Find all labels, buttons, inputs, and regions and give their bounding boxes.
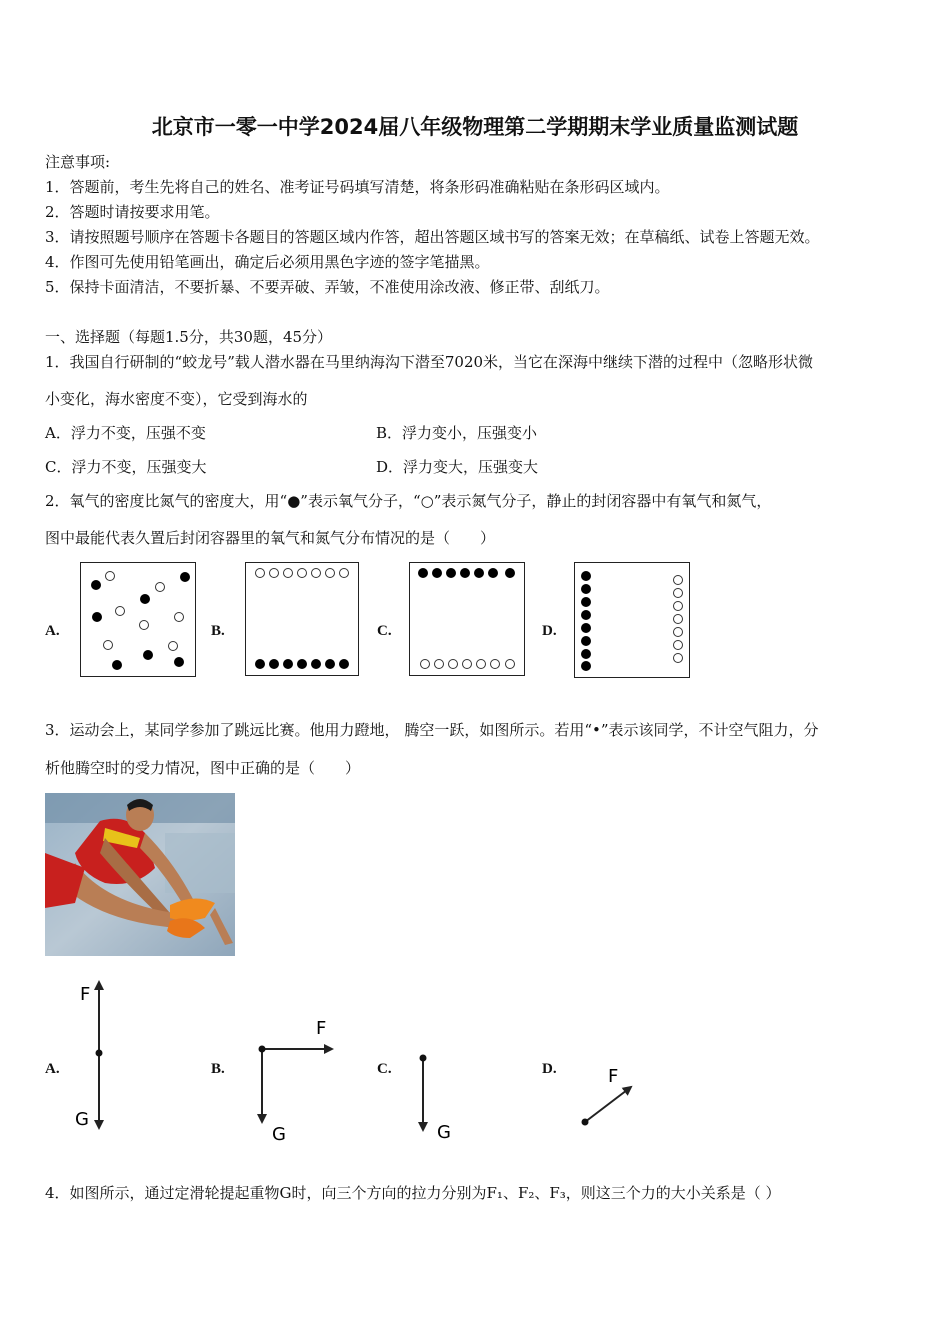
nitrogen-molecule: [325, 568, 335, 578]
q2-container-a: [80, 562, 196, 677]
nitrogen-molecule: [462, 659, 472, 669]
nitrogen-molecule: [139, 620, 149, 630]
q2-option-a-label: A.: [45, 623, 60, 639]
nitrogen-molecule: [420, 659, 430, 669]
oxygen-molecule: [311, 659, 321, 669]
oxygen-molecule: [418, 568, 428, 578]
q3-option-a-label: A.: [45, 1061, 60, 1077]
question-1-option-b: B．浮力变小，压强变小: [376, 424, 538, 442]
notice-item: 3．请按照题号顺序在答题卡各题目的答题区域内作答，超出答题区域书写的答案无效；在草稿纸、试卷上答题无效。: [45, 228, 820, 246]
oxygen-molecule: [255, 659, 265, 669]
body-point: [96, 1050, 103, 1057]
q3-option-b-label: B.: [211, 1061, 225, 1077]
oxygen-molecule: [339, 659, 349, 669]
nitrogen-molecule: [297, 568, 307, 578]
oxygen-molecule: [297, 659, 307, 669]
nitrogen-molecule: [505, 659, 515, 669]
force-diagram-b: [259, 1018, 333, 1145]
nitrogen-molecule: [155, 582, 165, 592]
nitrogen-molecule: [673, 588, 683, 598]
oxygen-molecule: [581, 623, 591, 633]
nitrogen-molecule: [673, 614, 683, 624]
force-label-g: G: [272, 1124, 286, 1145]
question-1-stem-cont: 小变化，海水密度不变），它受到海水的: [45, 390, 308, 408]
oxygen-molecule: [474, 568, 484, 578]
notice-item: 2．答题时请按要求用笔。: [45, 203, 220, 221]
nitrogen-molecule: [269, 568, 279, 578]
oxygen-molecule: [581, 584, 591, 594]
force-arrow-f: [585, 1087, 631, 1122]
nitrogen-molecule: [434, 659, 444, 669]
force-diagram-d: [582, 1066, 632, 1126]
oxygen-molecule: [180, 572, 190, 582]
force-diagram-c: [420, 1055, 451, 1144]
oxygen-molecule: [140, 594, 150, 604]
q2-option-b-label: B.: [211, 623, 225, 639]
body-point: [582, 1119, 589, 1126]
q3-force-diagrams: [0, 970, 700, 1150]
oxygen-molecule: [269, 659, 279, 669]
nitrogen-molecule: [103, 640, 113, 650]
oxygen-molecule: [174, 657, 184, 667]
force-label-f: F: [316, 1018, 327, 1039]
nitrogen-molecule: [673, 575, 683, 585]
question-1-option-c: C．浮力不变，压强变大: [45, 458, 207, 476]
q2-option-d-label: D.: [542, 623, 557, 639]
notice-item: 4．作图可先使用铅笔画出，确定后必须用黑色字迹的签字笔描黑。: [45, 253, 490, 271]
question-1-option-d: D．浮力变大，压强变大: [376, 458, 539, 476]
nitrogen-molecule: [490, 659, 500, 669]
oxygen-molecule: [283, 659, 293, 669]
oxygen-molecule: [581, 571, 591, 581]
oxygen-molecule: [325, 659, 335, 669]
force-label-f: F: [80, 984, 91, 1005]
section-heading: 一、选择题（每题1.5分，共30题，45分）: [45, 328, 333, 346]
oxygen-molecule: [581, 610, 591, 620]
nitrogen-molecule: [105, 571, 115, 581]
nitrogen-molecule: [115, 606, 125, 616]
long-jump-athlete-photo: [45, 793, 235, 956]
nitrogen-molecule: [283, 568, 293, 578]
oxygen-molecule: [446, 568, 456, 578]
oxygen-molecule: [460, 568, 470, 578]
oxygen-molecule: [581, 649, 591, 659]
nitrogen-molecule: [673, 601, 683, 611]
question-3-stem-cont: 析他腾空时的受力情况，图中正确的是（ ）: [45, 759, 361, 777]
q2-container-d: [574, 562, 690, 678]
nitrogen-molecule: [673, 653, 683, 663]
oxygen-molecule: [581, 661, 591, 671]
q2-container-c: [409, 562, 525, 676]
force-diagram-a: [75, 982, 103, 1130]
nitrogen-molecule: [311, 568, 321, 578]
oxygen-molecule: [581, 597, 591, 607]
oxygen-molecule: [92, 612, 102, 622]
nitrogen-molecule: [255, 568, 265, 578]
force-label-g: G: [75, 1109, 89, 1130]
nitrogen-molecule: [476, 659, 486, 669]
nitrogen-molecule: [339, 568, 349, 578]
oxygen-molecule: [488, 568, 498, 578]
force-label-f: F: [608, 1066, 619, 1087]
body-point: [420, 1055, 427, 1062]
oxygen-molecule: [143, 650, 153, 660]
oxygen-molecule: [581, 636, 591, 646]
question-1-stem: 1．我国自行研制的“蛟龙号”载人潜水器在马里纳海沟下潜至7020米，当它在深海中继续下潜的过程中（忽略形状微: [45, 353, 814, 371]
oxygen-molecule: [91, 580, 101, 590]
nitrogen-molecule: [673, 640, 683, 650]
page-title: 北京市一零一中学2024届八年级物理第二学期期末学业质量监测试题: [151, 115, 799, 139]
notice-item: 5．保持卡面清洁，不要折暴、不要弄破、弄皱，不准使用涂改液、修正带、刮纸刀。: [45, 278, 610, 296]
question-2-stem: 2．氧气的密度比氮气的密度大，用“●”表示氧气分子，“○”表示氮气分子，静止的封闭容器中有氧气和氮气，: [45, 492, 772, 510]
question-1-option-a: A．浮力不变，压强不变: [45, 424, 206, 442]
nitrogen-molecule: [174, 612, 184, 622]
nitrogen-molecule: [168, 641, 178, 651]
question-4-stem: 4．如图所示，通过定滑轮提起重物G时，向三个方向的拉力分别为F₁、F₂、F₃，则这三个力的大小关系是（ ）: [45, 1184, 781, 1202]
oxygen-molecule: [432, 568, 442, 578]
nitrogen-molecule: [673, 627, 683, 637]
q2-container-b: [245, 562, 359, 676]
oxygen-molecule: [505, 568, 515, 578]
q2-option-c-label: C.: [377, 623, 392, 639]
q3-option-d-label: D.: [542, 1061, 557, 1077]
body-point: [259, 1046, 266, 1053]
force-label-g: G: [437, 1122, 451, 1143]
notice-item: 1．答题前，考生先将自己的姓名、准考证号码填写清楚，将条形码准确粘贴在条形码区域内。: [45, 178, 670, 196]
question-3-stem: 3．运动会上，某同学参加了跳远比赛。他用力蹬地， 腾空一跃，如图所示。若用“•”表示该同学，不计空气阻力，分: [45, 721, 819, 739]
notice-heading: 注意事项:: [45, 153, 111, 171]
q3-option-c-label: C.: [377, 1061, 392, 1077]
question-2-stem-cont: 图中最能代表久置后封闭容器里的氧气和氮气分布情况的是（ ）: [45, 529, 496, 547]
nitrogen-molecule: [448, 659, 458, 669]
oxygen-molecule: [112, 660, 122, 670]
